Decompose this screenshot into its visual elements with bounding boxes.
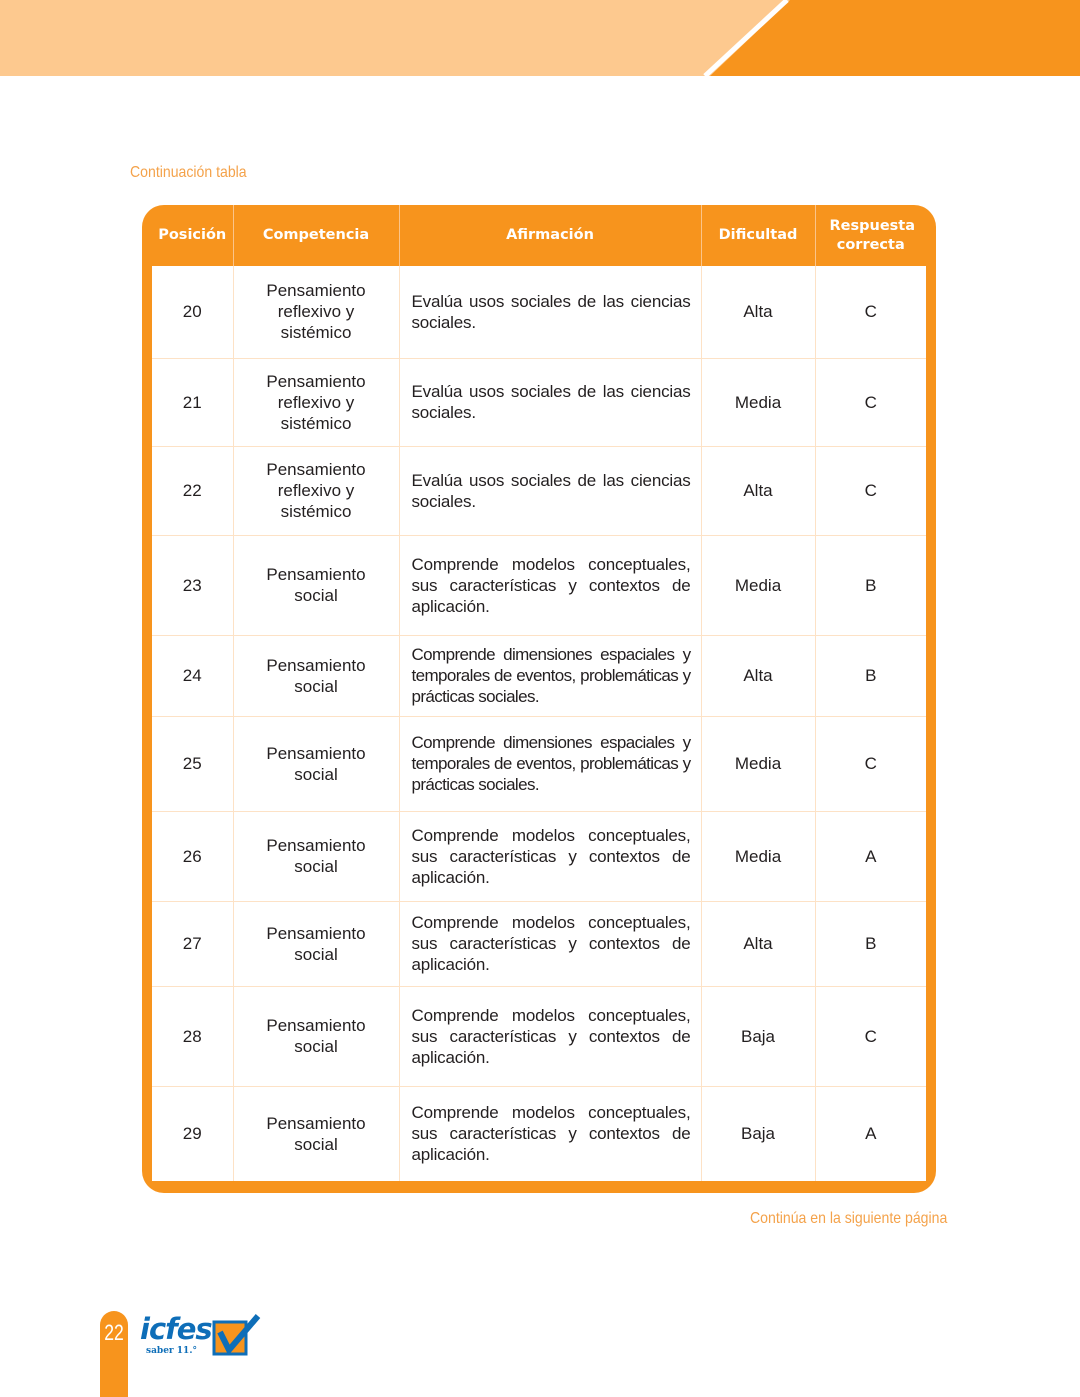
cell-respuesta: C	[815, 358, 926, 446]
cell-respuesta: C	[815, 986, 926, 1086]
cell-posicion: 26	[152, 811, 233, 901]
checkmark-icon	[212, 1314, 262, 1360]
cell-afirmacion: Evalúa usos sociales de las ciencias sociales.	[399, 266, 701, 358]
cell-dificultad: Alta	[701, 266, 815, 358]
cell-respuesta: B	[815, 535, 926, 635]
cell-dificultad: Media	[701, 811, 815, 901]
cell-competencia: Pensamiento social	[233, 635, 399, 716]
cell-dificultad: Baja	[701, 1086, 815, 1181]
column-header-competencia: Competencia	[233, 205, 399, 266]
cell-afirmacion: Comprende modelos conceptuales, sus características y contextos de aplicación.	[399, 901, 701, 986]
cell-dificultad: Alta	[701, 635, 815, 716]
table-row	[152, 986, 926, 1086]
cell-competencia: Pensamiento social	[233, 535, 399, 635]
cell-dificultad: Media	[701, 358, 815, 446]
cell-afirmacion: Comprende dimensiones espaciales y temporales de eventos, problemáticas y prácticas sociales.	[399, 716, 701, 811]
page-number: 22	[104, 1320, 124, 1345]
cell-afirmacion: Comprende dimensiones espaciales y temporales de eventos, problemáticas y prácticas sociales.	[399, 635, 701, 716]
cell-posicion: 20	[152, 266, 233, 358]
next-page-label: Continúa en la siguiente página	[750, 1210, 948, 1227]
column-header-dificultad: Dificultad	[701, 205, 815, 266]
continuation-label: Continuación tabla	[130, 164, 247, 181]
table-row	[152, 535, 926, 635]
logo-wordmark: icfes	[140, 1312, 212, 1346]
column-header-posicion: Posición	[152, 205, 233, 266]
cell-competencia: Pensamiento social	[233, 986, 399, 1086]
table-row	[152, 901, 926, 986]
cell-posicion: 21	[152, 358, 233, 446]
table-row	[152, 811, 926, 901]
cell-respuesta: A	[865, 1124, 877, 1144]
cell-dificultad: Alta	[701, 446, 815, 535]
cell-posicion: 28	[152, 986, 233, 1086]
icfes-logo	[140, 1312, 265, 1362]
cell-competencia: Pensamiento reflexivo y sistémico	[233, 358, 399, 446]
top-decorative-band	[0, 0, 1080, 76]
table-row	[152, 716, 926, 811]
column-header-afirmacion: Afirmación	[399, 205, 701, 266]
cell-afirmacion: Comprende modelos conceptuales, sus características y contextos de aplicación.	[399, 811, 701, 901]
answer-key-table-frame	[142, 205, 936, 1193]
table-header-row	[152, 205, 926, 266]
cell-respuesta: B	[815, 635, 926, 716]
cell-respuesta: C	[815, 716, 926, 811]
cell-posicion: 22	[152, 446, 233, 535]
cell-afirmacion: Comprende modelos conceptuales, sus características y contextos de aplicación.	[399, 986, 701, 1086]
table-row	[152, 635, 926, 716]
table-row	[152, 266, 926, 358]
cell-afirmacion: Evalúa usos sociales de las ciencias sociales.	[399, 446, 701, 535]
cell-posicion: 25	[152, 716, 233, 811]
cell-competencia: Pensamiento social	[233, 811, 399, 901]
cell-respuesta: C	[815, 446, 926, 535]
cell-afirmacion: Comprende modelos conceptuales, sus características y contextos de aplicación.	[399, 535, 701, 635]
cell-respuesta: B	[815, 901, 926, 986]
table-row	[152, 1086, 926, 1181]
cell-dificultad: Media	[701, 716, 815, 811]
table-row	[152, 446, 926, 535]
cell-competencia: Pensamiento social	[233, 1086, 399, 1181]
cell-respuesta: A	[815, 811, 926, 901]
logo-subtext: saber 11.°	[146, 1346, 197, 1356]
cell-competencia: Pensamiento reflexivo y sistémico	[233, 266, 399, 358]
cell-posicion: 29	[152, 1086, 233, 1181]
cell-dificultad: Alta	[701, 901, 815, 986]
cell-respuesta: C	[815, 266, 926, 358]
cell-dificultad: Media	[701, 535, 815, 635]
cell-afirmacion: Evalúa usos sociales de las ciencias sociales.	[399, 358, 701, 446]
cell-posicion: 23	[152, 535, 233, 635]
cell-dificultad: Baja	[701, 986, 815, 1086]
cell-competencia: Pensamiento reflexivo y sistémico	[233, 446, 399, 535]
cell-posicion: 24	[152, 635, 233, 716]
answer-key-table	[152, 205, 926, 1181]
table-row	[152, 358, 926, 446]
cell-competencia: Pensamiento social	[233, 901, 399, 986]
column-header-respuesta: Respuesta correcta	[829, 218, 916, 253]
cell-competencia: Pensamiento social	[233, 716, 399, 811]
cell-afirmacion: Comprende modelos conceptuales, sus características y contextos de aplicación.	[399, 1086, 701, 1181]
cell-posicion: 27	[152, 901, 233, 986]
